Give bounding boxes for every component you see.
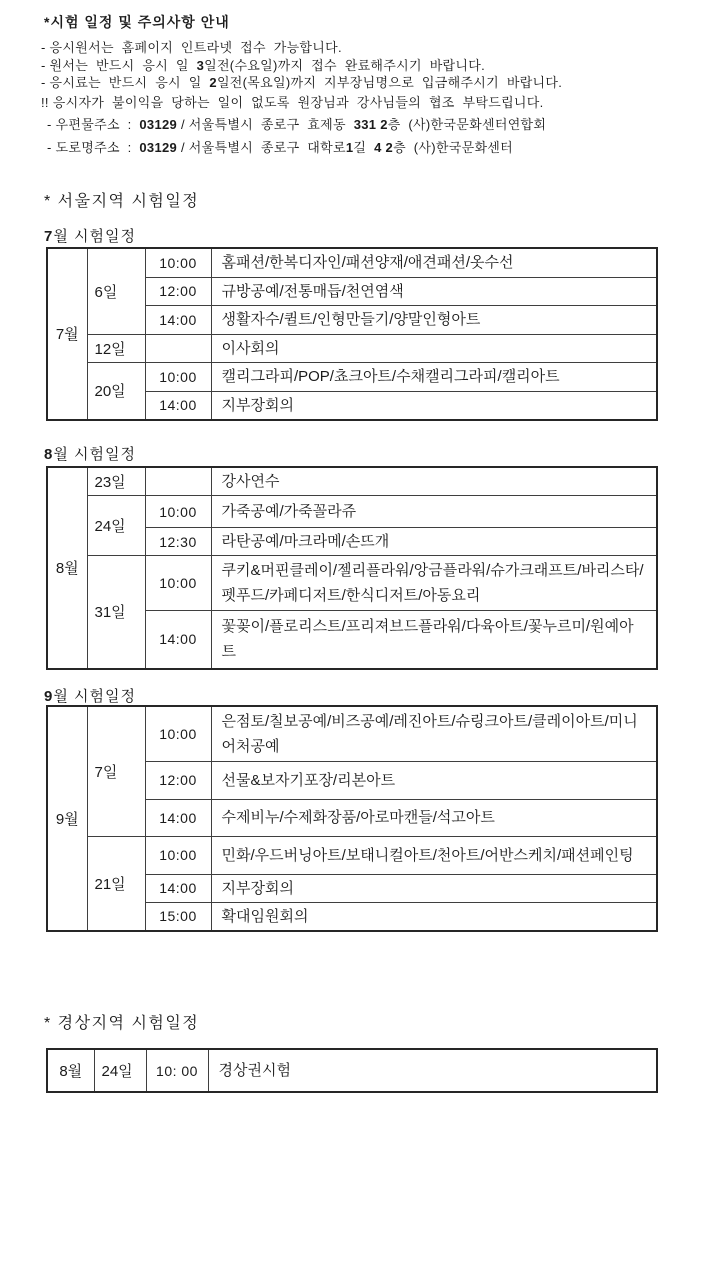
day-cell: 20일 xyxy=(87,362,145,420)
month-heading-number: 9 xyxy=(44,688,54,705)
month-heading-text: 월 시험일정 xyxy=(53,446,136,463)
day-cell: 6일 xyxy=(87,248,145,334)
month-cell: 8월 xyxy=(47,1049,94,1092)
content-cell: 확대임원회의 xyxy=(211,902,657,931)
table-row xyxy=(47,467,657,496)
august-schedule-table-container xyxy=(46,466,658,670)
time-cell: 10:00 xyxy=(145,556,211,611)
content-cell: 경상권시험 xyxy=(208,1049,657,1092)
day-cell: 23일 xyxy=(87,467,145,496)
time-cell: 10:00 xyxy=(145,248,211,277)
day-cell: 21일 xyxy=(87,836,145,931)
page-title: *시험 일정 및 주의사항 안내 xyxy=(44,14,230,30)
month-cell: 8월 xyxy=(47,467,87,669)
day-cell: 31일 xyxy=(87,556,145,669)
content-cell: 지부장회의 xyxy=(211,874,657,902)
content-cell: 지부장회의 xyxy=(211,391,657,420)
seoul-august-table xyxy=(46,466,658,670)
content-cell: 생활자수/퀼트/인형만들기/양말인형아트 xyxy=(211,305,657,334)
content-cell: 가죽공예/가죽꼴라쥬 xyxy=(211,496,657,528)
day-cell: 12일 xyxy=(87,334,145,362)
content-cell: 선물&보자기포장/리본아트 xyxy=(211,761,657,799)
content-cell: 캘리그라피/POP/쵸크아트/수채캘리그라피/캘리아트 xyxy=(211,362,657,391)
day-cell: 24일 xyxy=(94,1049,146,1092)
gyeongsang-section-heading: * 경상지역 시험일정 xyxy=(44,1015,200,1032)
content-cell: 은점토/칠보공예/비즈공예/레진아트/슈링크아트/클레이아트/미니어처공예 xyxy=(211,706,657,761)
content-cell: 꽃꽂이/플로리스트/프리져브드플라워/다육아트/꽃누르미/원예아트 xyxy=(211,611,657,669)
content-cell: 라탄공예/마크라메/손뜨개 xyxy=(211,528,657,556)
seoul-section-heading: * 서울지역 시험일정 xyxy=(44,193,200,210)
august-schedule-heading xyxy=(44,443,136,464)
september-schedule-table-container xyxy=(46,705,658,932)
table-row xyxy=(47,334,657,362)
notice-line: - 원서는 반드시 응시 일 3일전(수요일)까지 접수 완료해주시기 바랍니다. xyxy=(41,57,486,73)
september-schedule-heading xyxy=(44,685,136,706)
time-cell: 12:00 xyxy=(145,761,211,799)
month-cell: 9월 xyxy=(47,706,87,931)
table-row xyxy=(47,496,657,528)
table-row xyxy=(47,1049,657,1092)
july-schedule-table-container xyxy=(46,247,658,421)
time-cell: 12:30 xyxy=(145,528,211,556)
time-cell: 14:00 xyxy=(145,391,211,420)
content-cell: 홈패션/한복디자인/패션양재/애견패션/옷수선 xyxy=(211,248,657,277)
warning-note: !! 응시자가 불이익을 당하는 일이 없도록 원장님과 강사님들의 협조 부탁드립니다. xyxy=(41,95,544,110)
table-row xyxy=(47,362,657,391)
gyeongsang-table xyxy=(46,1048,658,1093)
time-cell: 10: 00 xyxy=(146,1049,208,1092)
month-heading-text: 월 시험일정 xyxy=(53,228,136,245)
gyeongsang-schedule-table-container xyxy=(46,1048,658,1093)
month-heading-text: 월 시험일정 xyxy=(53,688,136,705)
time-cell: 10:00 xyxy=(145,836,211,874)
content-cell: 규방공예/전통매듭/천연염색 xyxy=(211,277,657,305)
notice-line: - 응시원서는 홈페이지 인트라넷 접수 가능합니다. xyxy=(41,40,342,55)
month-heading-number: 7 xyxy=(44,228,54,245)
time-cell: 12:00 xyxy=(145,277,211,305)
time-cell xyxy=(145,334,211,362)
july-schedule-heading xyxy=(44,225,136,246)
time-cell xyxy=(145,467,211,496)
time-cell: 14:00 xyxy=(145,874,211,902)
content-cell: 쿠키&머핀클레이/젤리플라워/앙금플라워/슈가크래프트/바리스타/펫푸드/카페디저트/한식디저트/아동요리 xyxy=(211,556,657,611)
notice-line: - 응시료는 반드시 응시 일 2일전(목요일)까지 지부장님명으로 입금해주시기 바랍니다. xyxy=(41,75,563,90)
time-cell: 10:00 xyxy=(145,706,211,761)
content-cell: 강사연수 xyxy=(211,467,657,496)
address-line: - 우편물주소 : 03129 / 서울특별시 종로구 효제동 331 2층 (사)한국문화센터연합회 xyxy=(47,117,547,132)
day-cell: 7일 xyxy=(87,706,145,836)
time-cell: 14:00 xyxy=(145,611,211,669)
address-list xyxy=(47,114,546,159)
time-cell: 14:00 xyxy=(145,305,211,334)
seoul-september-table xyxy=(46,705,658,932)
table-row xyxy=(47,706,657,761)
time-cell: 10:00 xyxy=(145,496,211,528)
table-row xyxy=(47,836,657,874)
content-cell: 수제비누/수제화장품/아로마캔들/석고아트 xyxy=(211,799,657,836)
content-cell: 이사회의 xyxy=(211,334,657,362)
time-cell: 14:00 xyxy=(145,799,211,836)
table-row xyxy=(47,248,657,277)
seoul-july-table xyxy=(46,247,658,421)
day-cell: 24일 xyxy=(87,496,145,556)
time-cell: 15:00 xyxy=(145,902,211,931)
time-cell: 10:00 xyxy=(145,362,211,391)
notice-list xyxy=(41,39,562,92)
address-line: - 도로명주소 : 03129 / 서울특별시 종로구 대학로1길 4 2층 (사)한국문화센터 xyxy=(47,139,514,155)
month-cell: 7월 xyxy=(47,248,87,420)
table-row xyxy=(47,556,657,611)
content-cell: 민화/우드버닝아트/보태니컬아트/천아트/어반스케치/패션페인팅 xyxy=(211,836,657,874)
month-heading-number: 8 xyxy=(44,446,54,463)
